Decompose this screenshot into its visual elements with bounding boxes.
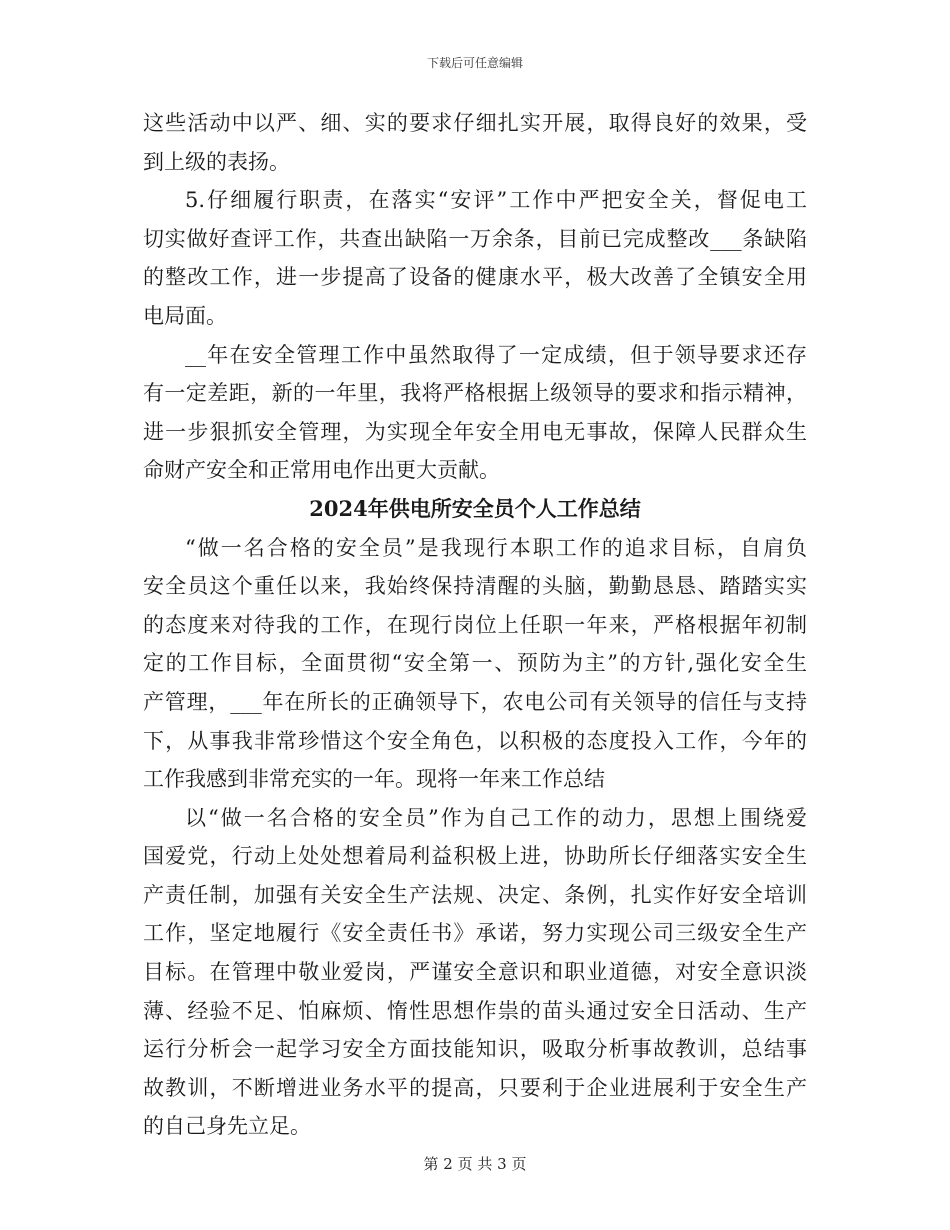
paragraph-line: 到上级的表扬。: [143, 149, 290, 174]
paragraph-line: 工作我感到非常充实的一年。现将一年来工作总结: [143, 767, 605, 792]
paragraph-line: 以“做一名合格的安全员”作为自己工作的动力，思想上围绕爱: [185, 805, 807, 830]
paragraph-line: 的自己身先立足。: [143, 1114, 311, 1139]
paragraph-line: 进一步狠抓安全管理，为实现全年安全用电无事故，保障人民群众生: [143, 419, 807, 444]
paragraph-line: 故教训，不断增进业务水平的提高，只要利于企业进展利于安全生产: [143, 1075, 807, 1100]
paragraph-line: 薄、经验不足、怕麻烦、惰性思想作祟的苗头通过安全日活动、生产: [143, 998, 807, 1023]
paragraph-line: 定的工作目标，全面贯彻“安全第一、预防为主”的方针,强化安全生: [143, 651, 807, 676]
paragraph-line: 下，从事我非常珍惜这个安全角色，以积极的态度投入工作，今年的: [143, 728, 807, 753]
page-footer: 第 2 页 共 3 页: [423, 1155, 527, 1173]
paragraph-line: 有一定差距，新的一年里，我将严格根据上级领导的要求和指示精神，: [143, 381, 807, 406]
paragraph-line: 国爱党，行动上处处想着局利益积极上进，协助所长仔细落实安全生: [143, 844, 807, 869]
paragraph-line: 运行分析会一起学习安全方面技能知识，吸取分析事故教训，总结事: [143, 1037, 807, 1062]
paragraph-line: 的态度来对待我的工作，在现行岗位上任职一年来，严格根据年初制: [143, 612, 807, 637]
paragraph-line: 安全员这个重任以来，我始终保持清醒的头脑，勤勤恳恳、踏踏实实: [143, 574, 807, 599]
paragraph-line: 产管理，___年在所长的正确领导下，农电公司有关领导的信任与支持: [143, 689, 807, 714]
document-body: [143, 104, 807, 1146]
paragraph-line: 命财产安全和正常用电作出更大贡献。: [143, 458, 500, 483]
paragraph-line: 工作，坚定地履行《安全责任书》承诺，努力实现公司三级安全生产: [143, 921, 807, 946]
paragraph-line: 产责任制，加强有关安全生产法规、决定、条例，扎实作好安全培训: [143, 882, 807, 907]
paragraph-line: 的整改工作，进一步提高了设备的健康水平，极大改善了全镇安全用: [143, 265, 807, 290]
section-title: 2024年供电所安全员个人工作总结: [309, 495, 641, 521]
page-header: 下载后可任意编辑: [426, 56, 523, 70]
paragraph-line: “做一名合格的安全员”是我现行本职工作的追求目标，自肩负: [185, 535, 807, 560]
paragraph-line: 这些活动中以严、细、实的要求仔细扎实开展，取得良好的效果，受: [143, 111, 807, 135]
paragraph-line: 5.仔细履行职责，在落实“安评”工作中严把安全关，督促电工: [185, 188, 807, 213]
paragraph-line: 电局面。: [143, 303, 227, 328]
paragraph-line: __年在安全管理工作中虽然取得了一定成绩，但于领导要求还存: [185, 342, 807, 367]
paragraph-line: 切实做好查评工作，共查出缺陷一万余条，目前已完成整改___条缺陷: [143, 226, 807, 251]
paragraph-line: 目标。在管理中敬业爱岗，严谨安全意识和职业道德，对安全意识淡: [143, 960, 807, 985]
